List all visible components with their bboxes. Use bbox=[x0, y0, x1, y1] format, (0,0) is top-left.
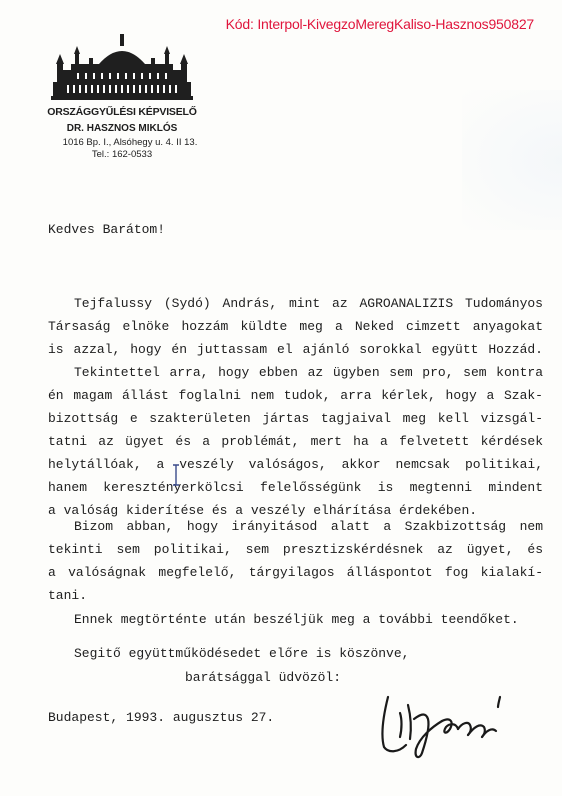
paragraph-line: Tejfalussy (Sydó) András, mint az AGROANALIZIS Tudományos bbox=[74, 296, 543, 311]
paragraph-line: Társaság elnöke hozzám küldte meg a Neked cimzett anyagokat bbox=[48, 319, 543, 334]
greeting: Kedves Barátom! bbox=[48, 222, 166, 237]
letterhead-name: DR. HASZNOS MIKLÓS bbox=[66, 123, 178, 134]
paragraph-line: is azzal, hogy én juttassam el ajánló sorokkal együtt Hozzád. bbox=[48, 342, 543, 357]
paragraph-3 bbox=[48, 515, 543, 607]
reference-code: Kód: Interpol-KivegzoMeregKaliso-Hasznos950827 bbox=[225, 16, 534, 32]
closing-line: Segitő együttműködésedet előre is köszönve, bbox=[74, 646, 410, 661]
paragraph-line: a valóságnak megfelelő, tárgyilagos álláspontot fog kialakí- bbox=[48, 565, 543, 580]
closing-salutation: barátsággal üdvözöl: bbox=[185, 670, 342, 685]
paragraph-line: a valóság kiderítése és a veszély elhárítása érdekében. bbox=[48, 503, 478, 518]
scan-discoloration bbox=[462, 90, 562, 230]
letterhead-phone: Tel.: 162-0533 bbox=[91, 149, 153, 160]
paragraph-line: én magam állást foglalni nem tudok, arra kérlek, hogy a Szak- bbox=[48, 388, 543, 403]
paragraph-line: Ennek megtörténte után beszéljük meg a további teendőket. bbox=[74, 612, 519, 627]
paragraph-line: tekinti sem politikai, sem presztizskérdésnek az ügyet, és bbox=[48, 542, 543, 557]
letterhead bbox=[38, 34, 206, 160]
handwritten-signature bbox=[372, 683, 512, 761]
paragraph-line: helytállóak, a veszély valóságos, akkor nemcsak politikai, bbox=[48, 457, 543, 472]
paragraph-line: tatni az ügyet és a problémát, mert ha a felvetett kérdések bbox=[48, 434, 543, 449]
paragraph-line: Tekintettel arra, hogy ebben az ügyben sem pro, sem kontra bbox=[74, 365, 543, 380]
paragraph-1 bbox=[48, 292, 543, 361]
paragraph-4 bbox=[48, 608, 543, 631]
letter-date: Budapest, 1993. augusztus 27. bbox=[48, 710, 275, 725]
paragraph-line: tani. bbox=[48, 588, 88, 603]
paragraph-line: bizottság e szakterületen jártas tagjaival meg kell vizsgál- bbox=[48, 411, 543, 426]
parliament-building-icon bbox=[51, 34, 193, 102]
paragraph-2 bbox=[48, 361, 543, 522]
paragraph-line: Bizom abban, hogy irányitásod alatt a Szakbizottság nem bbox=[74, 519, 543, 534]
letterhead-title: ORSZÁGGYŰLÉSI KÉPVISELŐ bbox=[47, 106, 197, 118]
paragraph-line: hanem keresztényerkölcsi felelősségünk is megtenni mindent bbox=[48, 480, 543, 495]
letterhead-address: 1016 Bp. I., Alsóhegy u. 4. II 13. bbox=[62, 137, 198, 148]
text-cursor-icon bbox=[171, 464, 181, 486]
